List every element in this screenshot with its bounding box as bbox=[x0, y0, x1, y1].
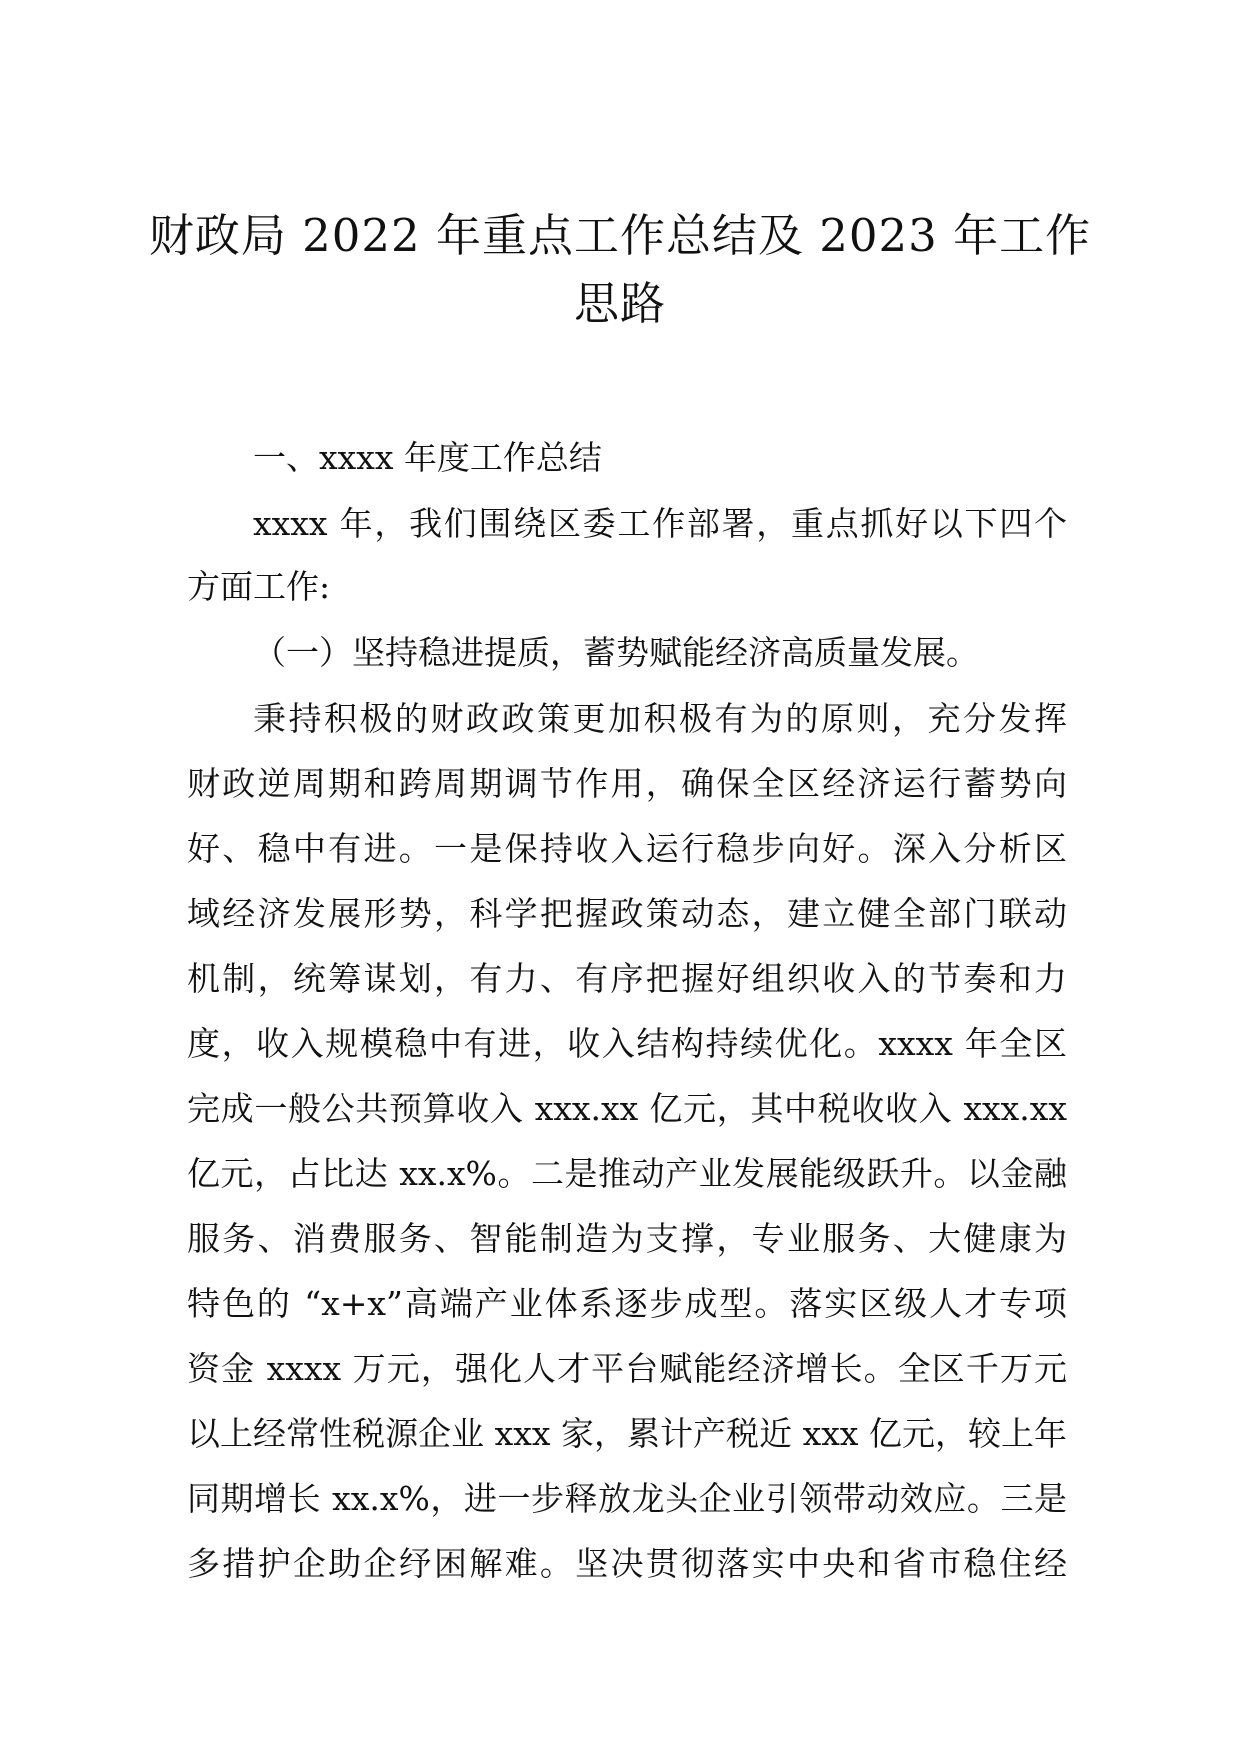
paragraph-line: 域经济发展形势，科学把握政策动态，建立健全部门联动 bbox=[187, 894, 1067, 933]
paragraph-line: 多措护企助企纾困解难。坚决贯彻落实中央和省市稳住经 bbox=[187, 1544, 1067, 1583]
document-title-line-1: 财政局 2022 年重点工作总结及 2023 年工作 bbox=[148, 209, 1092, 262]
paragraph-line: 亿元，占比达 xx.x%。二是推动产业发展能级跃升。以金融 bbox=[187, 1154, 1067, 1193]
paragraph-line: 同期增长 xx.x%，进一步释放龙头企业引领带动效应。三是 bbox=[187, 1479, 1067, 1518]
paragraph-line: 服务、消费服务、智能制造为支撑，专业服务、大健康为 bbox=[187, 1219, 1067, 1258]
paragraph-line: 方面工作: bbox=[187, 567, 331, 606]
section-heading: 一、xxxx 年度工作总结 bbox=[253, 438, 602, 477]
document-title-line-2: 思路 bbox=[573, 277, 666, 330]
paragraph-line: 机制，统筹谋划，有力、有序把握好组织收入的节奏和力 bbox=[187, 959, 1067, 998]
paragraph-line: 好、稳中有进。一是保持收入运行稳步向好。深入分析区 bbox=[187, 829, 1067, 868]
paragraph-line: 以上经常性税源企业 xxx 家，累计产税近 xxx 亿元，较上年 bbox=[187, 1414, 1067, 1453]
subsection-heading: （一）坚持稳进提质，蓄势赋能经济高质量发展。 bbox=[253, 633, 979, 672]
paragraph-line: 特色的 “x+x”高端产业体系逐步成型。落实区级人才专项 bbox=[187, 1284, 1067, 1323]
paragraph-line: 财政逆周期和跨周期调节作用，确保全区经济运行蓄势向 bbox=[187, 764, 1067, 803]
paragraph-line: 度，收入规模稳中有进，收入结构持续优化。xxxx 年全区 bbox=[187, 1024, 1067, 1063]
paragraph-line: 秉持积极的财政政策更加积极有为的原则，充分发挥 bbox=[253, 699, 1067, 738]
paragraph-line: 完成一般公共预算收入 xxx.xx 亿元，其中税收收入 xxx.xx bbox=[187, 1089, 1067, 1128]
paragraph-line: xxxx 年，我们围绕区委工作部署，重点抓好以下四个 bbox=[253, 504, 1067, 543]
paragraph-line: 资金 xxxx 万元，强化人才平台赋能经济增长。全区千万元 bbox=[187, 1349, 1067, 1388]
